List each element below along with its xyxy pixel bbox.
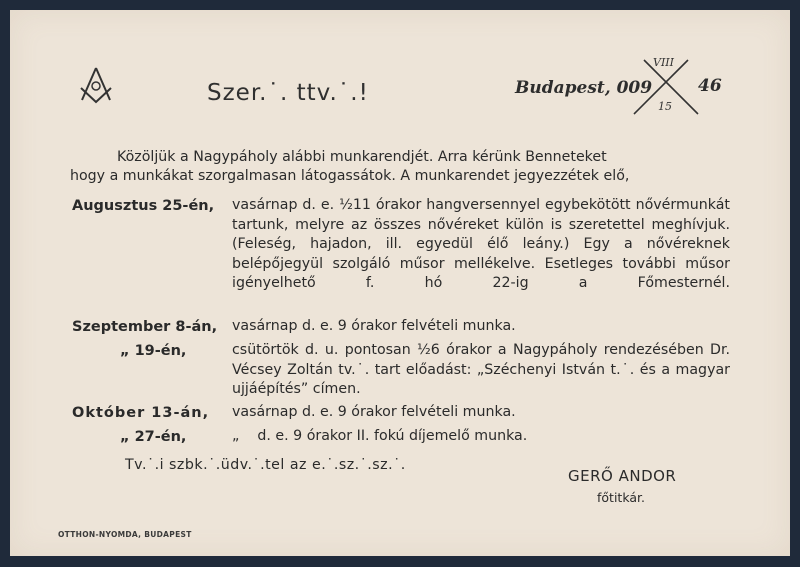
intro-paragraph: [70, 148, 740, 186]
place-heading: Budapest, 009: [515, 78, 653, 98]
schedule-text: vasárnap d. e. 9 órakor felvételi munka.: [232, 404, 516, 420]
printer-imprint: OTTHON-NYOMDA, BUDAPEST: [58, 530, 192, 539]
schedule-date-label: Október 13-án,: [72, 405, 210, 421]
date-year: 46: [698, 76, 722, 96]
signature-name: GERŐ ANDOR: [568, 467, 677, 485]
schedule-text: vasárnap d. e. ½11 órakor hangversennyel egybekötött nővérmunkát tartunk, melyre az összes nővéreket külön is szeretettel meghívjuk. (Feleség, hajadon, ill. egyedül élő leány.) Egy a nővéreknek belépőjegyül szolgáló műsor mellékelve. Esetleges további műsor igényelhető f. hó 22-ig a Főmesternél.: [232, 197, 730, 291]
schedule-date-label: „ 27-én,: [120, 429, 187, 445]
schedule-text: vasárnap d. e. 9 órakor felvételi munka.: [232, 318, 516, 334]
schedule-text: csütörtök d. u. pontosan ½6 órakor a Nagypáholy rendezésében Dr. Vécsey Zoltán tv.˙. tart előadást: „Széchenyi István t.˙. és a magyar ujjáépítés” címen.: [232, 342, 730, 397]
schedule-text: „ d. e. 9 órakor II. fokú díjemelő munka.: [232, 428, 528, 444]
schedule-date-label: Augusztus 25-én,: [72, 198, 215, 214]
intro-line: Közöljük a Nagypáholy alábbi munkarendjét. Arra kérünk Benneteket: [117, 149, 607, 165]
salutation: Szer.˙. ttv.˙.!: [207, 80, 369, 106]
closing-greeting: Tv.˙.i szbk.˙.üdv.˙.tel az e.˙.sz.˙.sz.˙.: [125, 457, 406, 473]
date-day: 15: [658, 100, 672, 113]
letter-card: [10, 10, 790, 556]
date-month: VIII: [653, 56, 674, 69]
intro-line: hogy a munkákat szorgalmasan látogassátok. A munkarendet jegyezzétek elő,: [70, 168, 630, 184]
square-and-compass-emblem-icon: [78, 66, 114, 104]
signature-title: főtitkár.: [597, 490, 645, 505]
schedule-date-label: Szeptember 8-án,: [72, 319, 218, 335]
schedule-date-label: „ 19-én,: [120, 343, 187, 359]
